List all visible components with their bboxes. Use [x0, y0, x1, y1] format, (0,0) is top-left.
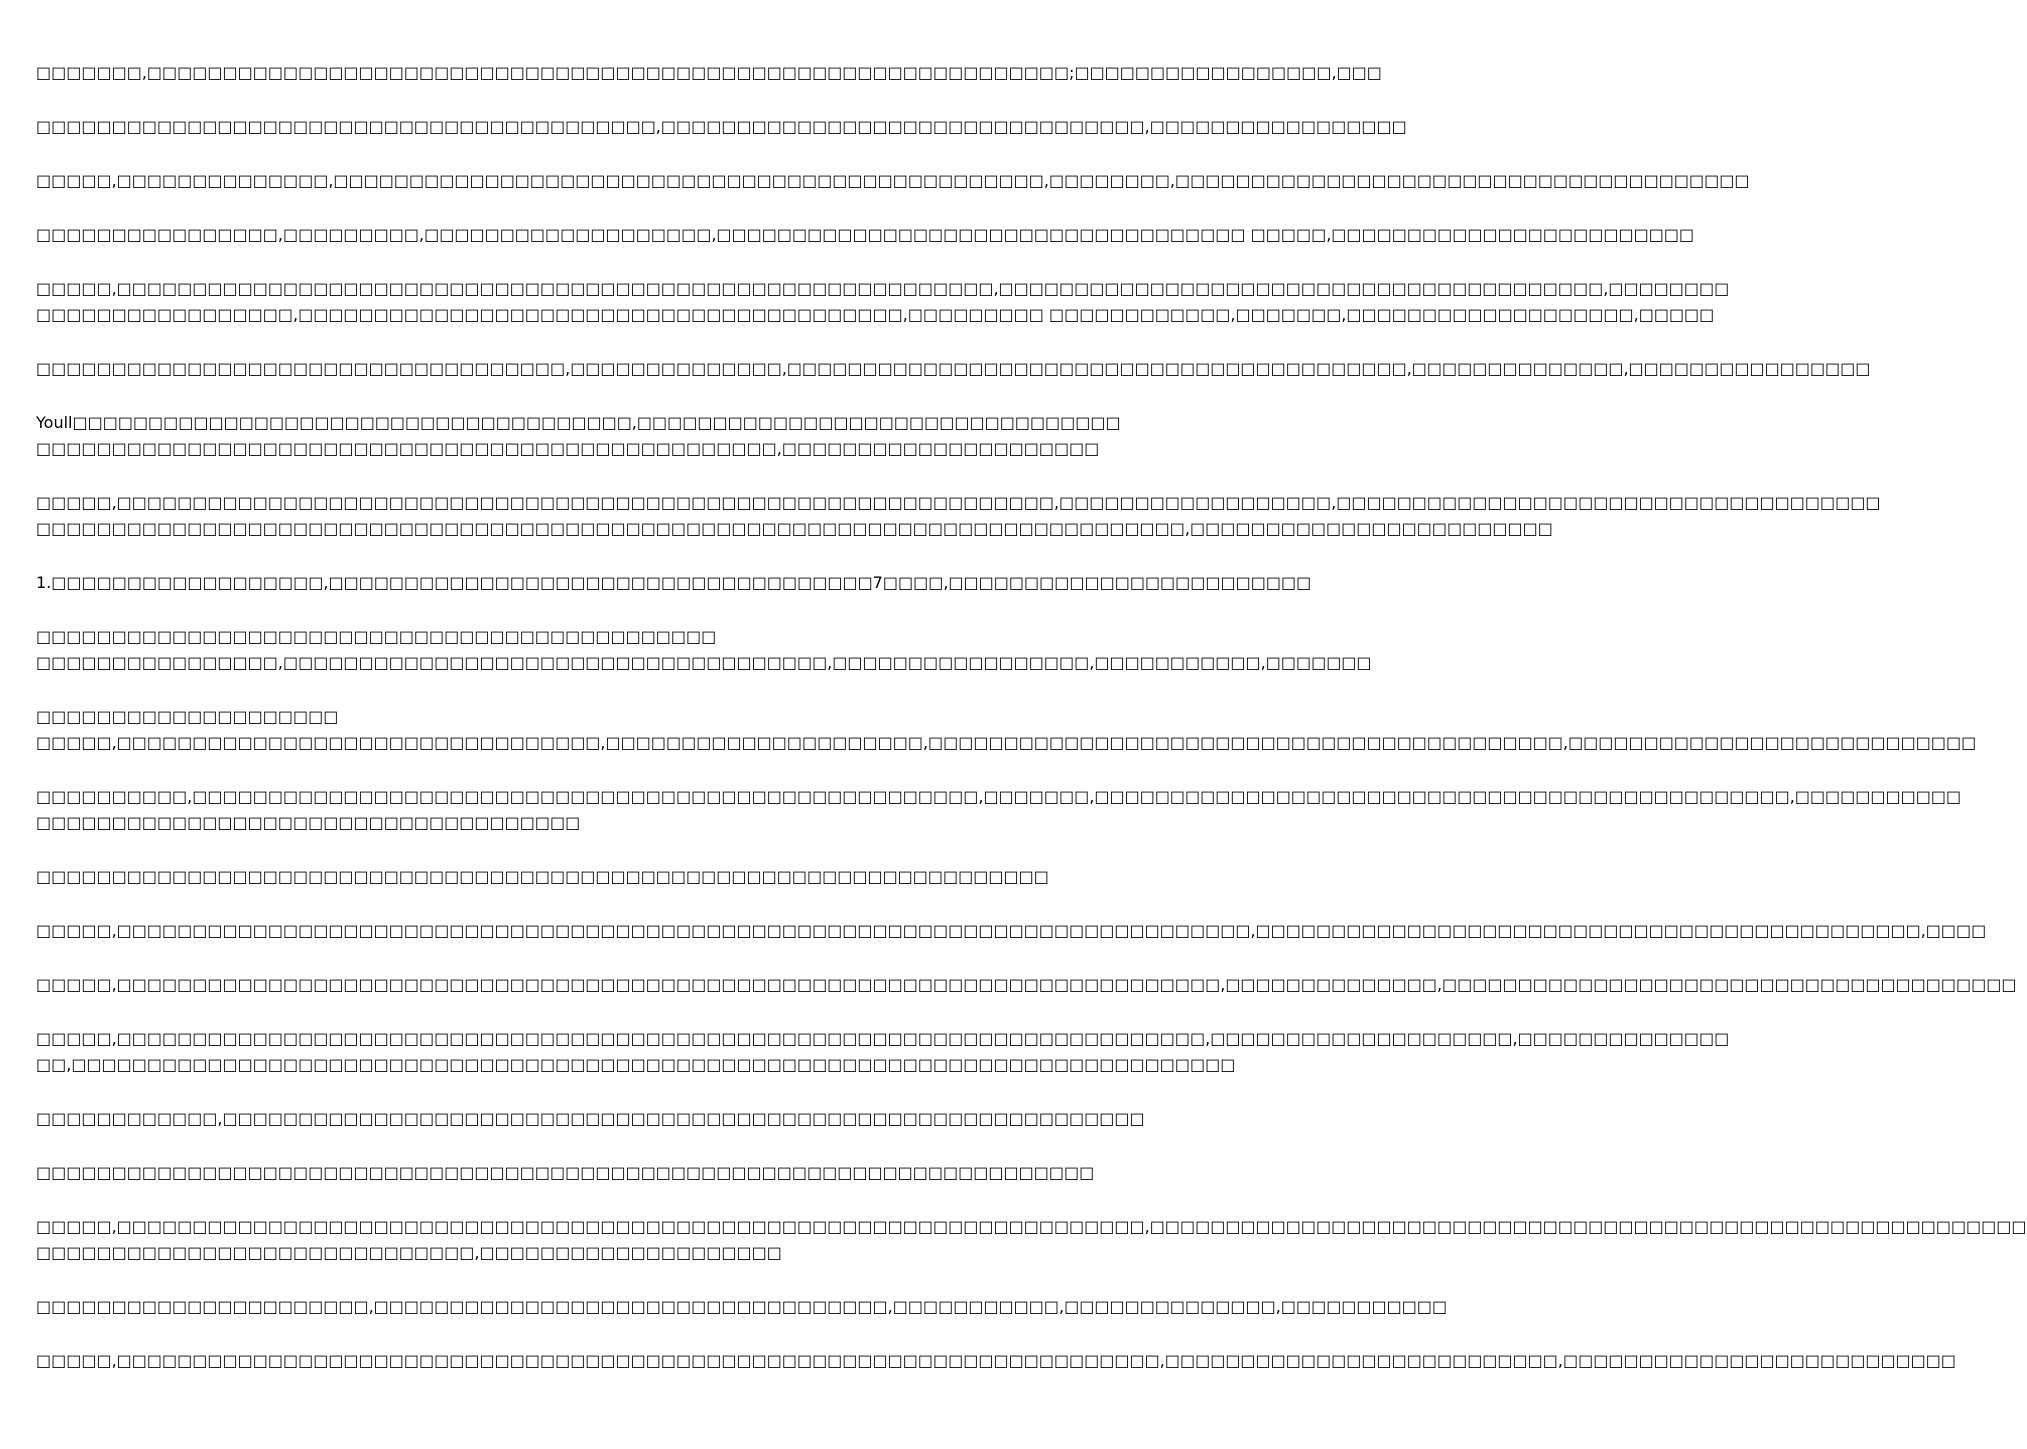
- text-line: □□□□□□□□□□□□□□□□□□□□□□□□□□□□□□□□□□□□□□□□□,□□□□□□□□□□□□□□□□□□□□□□□□□□□□□□□□,□□□□□□□□□□□□□□□□□: [36, 117, 1407, 136]
- text-line: □□□□□□□□□□□□□□□□□□□□□□□□□□□□□,□□□□□□□□□□□□□□□□□□□□: [36, 1243, 782, 1262]
- text-line: □□□□□□□□□□□□□□□□□□□□□□□□□□□□□□□□□□□□□□□□□□□□□□□□□□□□□□□□□□□□□□□□□□□□□□□□□□□□,□□□□□□□□□□□□□□□□□□□□□□□□: [36, 519, 1553, 538]
- text-line: □□□□□,□□□□□□□□□□□□□□□□□□□□□□□□□□□□□□□□□□□□□□□□□□□□□□□□□□□□□□□□□□□□□□□□□□□□□□□□,□□□□□□□□□□□□□□□□□□□□,□□□□□□□□□□□□□□: [36, 1029, 1730, 1048]
- paragraph: [36, 1214, 2027, 1266]
- paragraph: [36, 490, 1881, 542]
- text-line: 1.□□□□□□□□□□□□□□□□□□,□□□□□□□□□□□□□□□□□□□□□□□□□□□□□□□□□□□□7□□□□,□□□□□□□□□□□□□□□□□□□□□□□□: [36, 573, 1312, 592]
- text-line: □□,□□□□□□□□□□□□□□□□□□□□□□□□□□□□□□□□□□□□□□□□□□□□□□□□□□□□□□□□□□□□□□□□□□□□□□□□□□□□□: [36, 1055, 1236, 1074]
- paragraph: [36, 276, 1730, 328]
- paragraph: [36, 1348, 1957, 1374]
- paragraph: [36, 918, 1987, 944]
- text-line: □□□□□□□□□□□□□□□□□□□□□□□□□□□□□□□□□□□□□□□□□□□□□: [36, 627, 717, 646]
- paragraph: [36, 1106, 1145, 1132]
- text-line: □□□□□□□□□□□□□□□□,□□□□□□□□□,□□□□□□□□□□□□□□□□□□□,□□□□□□□□□□□□□□□□□□□□□□□□□□□□□□□□□□□ □□□□□,□□□□□□□□□□□□□□□□□□□□□□□□: [36, 225, 1695, 244]
- paragraph: [36, 570, 1312, 596]
- text-line: □□□□□,□□□□□□□□□□□□□□□□□□□□□□□□□□□□□□□□,□□□□□□□□□□□□□□□□□□□□□,□□□□□□□□□□□□□□□□□□□□□□□□□□□□□□□□□□□□□□□□□□,□□□□□□□□□□□□□□□□□□□□□□□□□□□: [36, 733, 1977, 752]
- text-line: □□□□□□□,□□□□□□□□□□□□□□□□□□□□□□□□□□□□□□□□□□□□□□□□□□□□□□□□□□□□□□□□□□□□□;□□□□□□□□□□□□□□□□□,□□□: [36, 63, 1382, 82]
- paragraph: [36, 1294, 1448, 1320]
- text-line: □□□□□□□□□□□□,□□□□□□□□□□□□□□□□□□□□□□□□□□□□□□□□□□□□□□□□□□□□□□□□□□□□□□□□□□□□□: [36, 1109, 1145, 1128]
- paragraph: [36, 356, 1871, 382]
- text-line: □□□□□□□□□□□□□□□□□,□□□□□□□□□□□□□□□□□□□□□□□□□□□□□□□□□□□□□□□□,□□□□□□□□□ □□□□□□□□□□□□,□□□□□□□,□□□□□□□□□□□□□□□□□□□,□□□□□: [36, 305, 1715, 324]
- text-line: □□□□□□□□□□,□□□□□□□□□□□□□□□□□□□□□□□□□□□□□□□□□□□□□□□□□□□□□□□□□□□□,□□□□□□□,□□□□□□□□□□□□□□□□□□□□□□□□□□□□□□□□□□□□□□□□□□□□□□,□□□□□□□□□□□: [36, 787, 1962, 806]
- paragraph: [36, 60, 1382, 86]
- text-line: □□□□□,□□□□□□□□□□□□□□□□□□□□□□□□□□□□□□□□□□□□□□□□□□□□□□□□□□□□□□□□□□□□□□□□□□□□□□□□□,□□□□□□□□□□□□□□,□□□□□□□□□□□□□□□□□□□□□□□□□□□□□□□□□□□□□□: [36, 975, 2017, 994]
- text-line: □□□□□□□□□□□□□□□□□□□□□□,□□□□□□□□□□□□□□□□□□□□□□□□□□□□□□□□□□,□□□□□□□□□□□,□□□□□□□□□□□□□□,□□□□□□□□□□□: [36, 1297, 1448, 1316]
- paragraph: [36, 410, 1121, 462]
- text-line: Youll□□□□□□□□□□□□□□□□□□□□□□□□□□□□□□□□□□□□□,□□□□□□□□□□□□□□□□□□□□□□□□□□□□□□□□: [36, 413, 1121, 432]
- paragraph: [36, 972, 2017, 998]
- paragraph: [36, 864, 1049, 890]
- text-line: □□□□□□□□□□□□□□□□□□□□□□□□□□□□□□□□□□□□□□□□□□□□□□□□□□□□□□□□□□□□□□□□□□□□□□: [36, 1163, 1095, 1182]
- text-line: □□□□□,□□□□□□□□□□□□□□□□□□□□□□□□□□□□□□□□□□□□□□□□□□□□□□□□□□□□□□□□□□□□□□□□□□□□,□□□□□□□□□□□□□□□□□□□□□□□□□□□□□□□□□□□□□□□□□□□□□□□□□□□□□□□□□□: [36, 1217, 2027, 1236]
- paragraph: [36, 624, 1372, 676]
- text-line: □□□□□□□□□□□□□□□□□□□□: [36, 707, 339, 726]
- text-line: □□□□□□□□□□□□□□□□□□□□□□□□□□□□□□□□□□□□□□□□□□□□□□□□□,□□□□□□□□□□□□□□□□□□□□□: [36, 439, 1100, 458]
- paragraph: [36, 222, 1695, 248]
- text-line: □□□□□□□□□□□□□□□□,□□□□□□□□□□□□□□□□□□□□□□□□□□□□□□□□□□□□,□□□□□□□□□□□□□□□□□,□□□□□□□□□□□,□□□□□□□: [36, 653, 1372, 672]
- paragraph: [36, 168, 1750, 194]
- paragraph: [36, 114, 1407, 140]
- text-line: □□□□□,□□□□□□□□□□□□□□□□□□□□□□□□□□□□□□□□□□□□□□□□□□□□□□□□□□□□□□□□□□□□□□□□□□□□□,□□□□□□□□□□□□□□□□□□□□□□□□□□,□□□□□□□□□□□□□□□□□□□□□□□□□□: [36, 1351, 1957, 1370]
- text-line: □□□□□□□□□□□□□□□□□□□□□□□□□□□□□□□□□□□,□□□□□□□□□□□□□□,□□□□□□□□□□□□□□□□□□□□□□□□□□□□□□□□□□□□□□□□□,□□□□□□□□□□□□□□,□□□□□□□□□□□□□□□□: [36, 359, 1871, 378]
- paragraph: [36, 1160, 1095, 1186]
- document-body: [36, 60, 2027, 1402]
- text-line: □□□□□,□□□□□□□□□□□□□□,□□□□□□□□□□□□□□□□□□□□□□□□□□□□□□□□□□□□□□□□□□□□□□□,□□□□□□□□,□□□□□□□□□□□□□□□□□□□□□□□□□□□□□□□□□□□□□□: [36, 171, 1750, 190]
- text-line: □□□□□□□□□□□□□□□□□□□□□□□□□□□□□□□□□□□□: [36, 813, 581, 832]
- text-line: □□□□□,□□□□□□□□□□□□□□□□□□□□□□□□□□□□□□□□□□□□□□□□□□□□□□□□□□□□□□□□□□□□□□□□□□□□□□□□□□□,□□□□□□□□□□□□□□□□□□□□□□□□□□□□□□□□□□□□□□□□□□□□,□□□□: [36, 921, 1987, 940]
- text-line: □□□□□,□□□□□□□□□□□□□□□□□□□□□□□□□□□□□□□□□□□□□□□□□□□□□□□□□□□□□□□□□□,□□□□□□□□□□□□□□□□□□□□□□□□□□□□□□□□□□□□□□□□,□□□□□□□□: [36, 279, 1730, 298]
- paragraph: [36, 704, 1977, 756]
- paragraph: [36, 784, 1962, 836]
- text-line: □□□□□□□□□□□□□□□□□□□□□□□□□□□□□□□□□□□□□□□□□□□□□□□□□□□□□□□□□□□□□□□□□□□: [36, 867, 1049, 886]
- text-line: □□□□□,□□□□□□□□□□□□□□□□□□□□□□□□□□□□□□□□□□□□□□□□□□□□□□□□□□□□□□□□□□□□□□,□□□□□□□□□□□□□□□□□□,□□□□□□□□□□□□□□□□□□□□□□□□□□□□□□□□□□□□: [36, 493, 1881, 512]
- paragraph: [36, 1026, 1730, 1078]
